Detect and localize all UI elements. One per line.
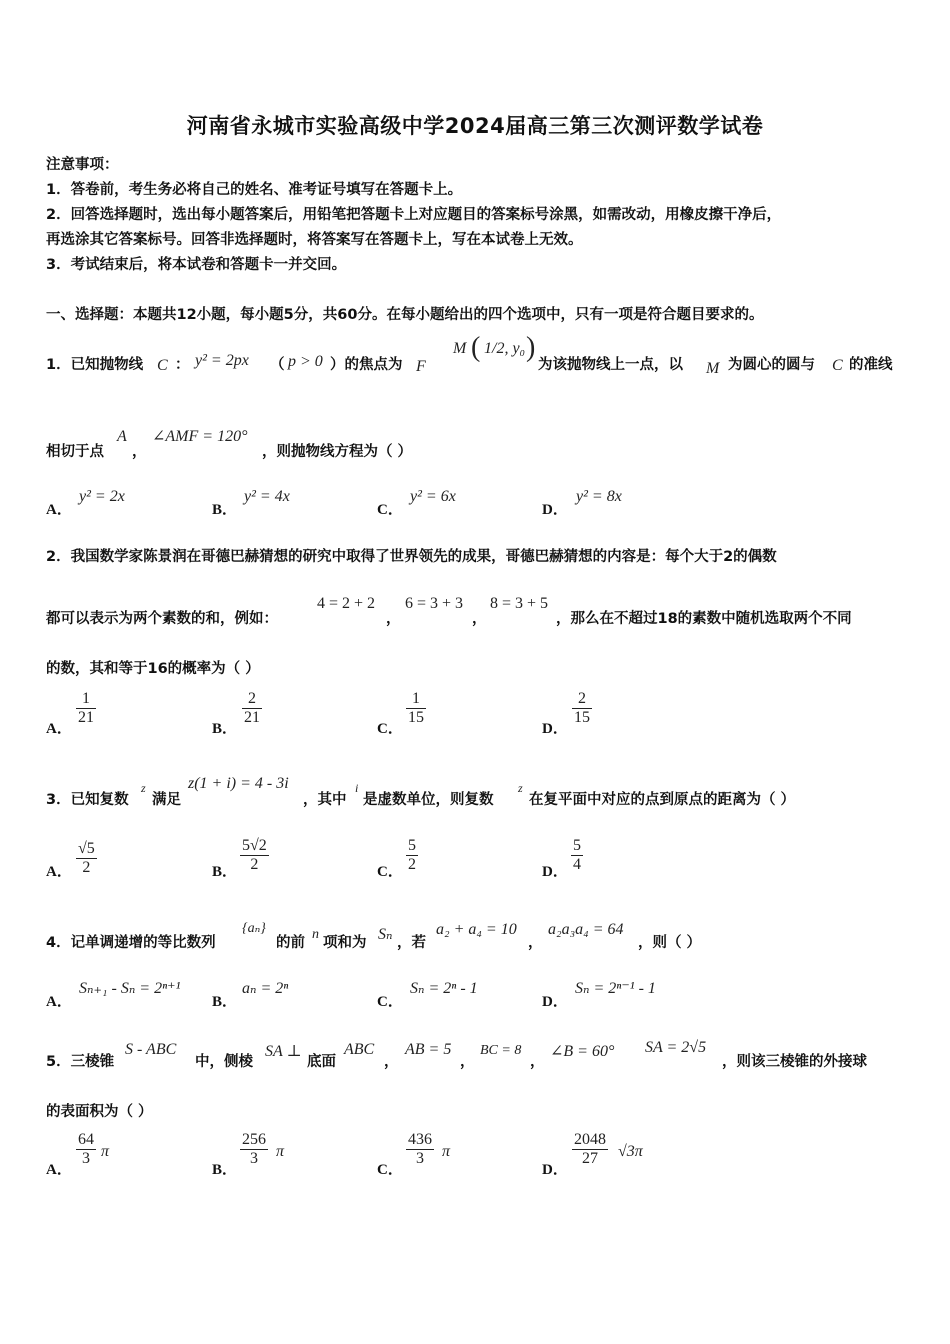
q3-option-c-den: 2: [408, 856, 416, 873]
q2-option-a[interactable]: [76, 690, 96, 727]
q5-option-d[interactable]: [572, 1131, 608, 1168]
q5-option-b-num: 256: [242, 1131, 266, 1148]
q5-option-c-num: 436: [408, 1131, 432, 1148]
q1-center-m: M: [706, 360, 720, 377]
q5-sa-length: SA = 2√5: [645, 1039, 707, 1056]
q5-option-a-label[interactable]: A．: [46, 1162, 72, 1178]
q2-option-b-num: 2: [248, 690, 256, 707]
q3-i: i: [355, 781, 359, 795]
q5-bc: BC = 8: [480, 1043, 522, 1058]
notice-item-1: 1．答卷前，考生务必将自己的姓名、准考证号填写在答题卡上。: [46, 182, 463, 198]
q1-option-d-label[interactable]: D．: [542, 502, 568, 518]
q4-option-d-label[interactable]: D．: [542, 994, 568, 1010]
q3-equation: z(1 + i) = 4 - 3i: [188, 775, 289, 792]
q2-option-d[interactable]: [572, 690, 592, 727]
q4-condition-2: a₂a₃a₄ = 64: [548, 921, 624, 938]
q1-point-m: M: [453, 340, 467, 357]
q3-z-2: z: [518, 781, 523, 795]
q3-text-4: 是虚数单位，则复数: [363, 792, 494, 808]
q3-option-a[interactable]: [76, 840, 97, 877]
q4-option-d[interactable]: Sₙ = 2ⁿ⁻¹ - 1: [575, 980, 656, 997]
q4-text-5: ，: [528, 935, 543, 951]
q5-option-d-den: 27: [572, 1149, 608, 1168]
q1-paren-left: (: [471, 332, 481, 363]
q3-option-b-den: 2: [240, 855, 269, 874]
q1-m-coord: 1/2, y₀: [484, 340, 526, 357]
q5-option-a-den: 3: [76, 1149, 96, 1168]
q2-option-c-label[interactable]: C．: [377, 721, 403, 737]
q2-option-a-label[interactable]: A．: [46, 721, 72, 737]
q5-text-1: 5．三棱锥: [46, 1054, 115, 1070]
q3-option-c[interactable]: [406, 837, 418, 874]
q4-option-b[interactable]: aₙ = 2ⁿ: [242, 980, 289, 997]
q2-option-c[interactable]: [406, 690, 426, 727]
q2-example-3: 8 = 3 + 5: [490, 595, 549, 612]
q2-option-a-den: 21: [78, 709, 94, 726]
q5-text-7-real: ，则该三棱锥的外接球: [722, 1054, 867, 1070]
q2-text-5: ，那么在不超过18的素数中随机选取两个不同: [556, 611, 852, 627]
q5-option-c-tail: π: [442, 1143, 451, 1160]
q1-point-a: A: [117, 428, 127, 445]
q3-text-1: 3．已知复数: [46, 792, 129, 808]
q1-text-2: ：: [175, 357, 190, 373]
q2-option-b-den: 21: [244, 709, 260, 726]
q5-pyramid: S - ABC: [125, 1041, 177, 1058]
q5-base: ABC: [344, 1041, 375, 1058]
q5-text-6: ，: [530, 1054, 545, 1070]
q1-option-d[interactable]: y² = 8x: [576, 488, 622, 505]
q5-option-d-tail: √3π: [618, 1143, 643, 1160]
q1-text-1: 1．已知抛物线: [46, 357, 144, 373]
q5-option-a-tail: π: [101, 1143, 110, 1160]
q3-text-3: ，其中: [303, 792, 347, 808]
q1-text-3: （: [270, 357, 285, 373]
q2-text-3: ，: [386, 611, 401, 627]
q4-condition-1: a₂ + a₄ = 10: [436, 921, 517, 938]
q3-option-a-num: √5: [78, 840, 95, 857]
q1-text-10: ，则抛物线方程为（ ）: [262, 444, 413, 460]
q4-text-2: 的前: [276, 935, 305, 951]
q1-focus-f: F: [416, 358, 426, 375]
q2-option-a-num: 1: [82, 690, 90, 707]
page-title: 河南省永城市实验高级中学2024届高三第三次测评数学试卷: [186, 114, 764, 138]
q5-edge-sa: SA ⊥: [265, 1043, 302, 1060]
q5-text-4: ，: [384, 1054, 399, 1070]
q4-text-1: 4．记单调递增的等比数列: [46, 935, 216, 951]
q3-option-c-label[interactable]: C．: [377, 864, 403, 880]
q4-option-c[interactable]: Sₙ = 2ⁿ - 1: [410, 980, 478, 997]
q2-text-4: ，: [472, 611, 487, 627]
q1-text-4: ）的焦点为: [330, 357, 403, 373]
q2-example-1: 4 = 2 + 2: [317, 595, 376, 612]
q1-parabola-eq: y² = 2px: [195, 352, 249, 369]
q4-option-c-label[interactable]: C．: [377, 994, 403, 1010]
q3-option-b[interactable]: [240, 837, 269, 874]
q2-option-c-num: 1: [412, 690, 420, 707]
q5-option-a-num: 64: [78, 1131, 94, 1148]
q1-option-a[interactable]: y² = 2x: [79, 488, 125, 505]
q4-option-a[interactable]: Sₙ₊₁ - Sₙ = 2ⁿ⁺¹: [79, 980, 181, 997]
q5-option-d-label[interactable]: D．: [542, 1162, 568, 1178]
q1-text-9: ，: [132, 444, 147, 460]
q3-option-d[interactable]: [571, 837, 583, 874]
q5-option-b-tail: π: [276, 1143, 285, 1160]
q3-option-a-den: 2: [76, 858, 97, 877]
q5-option-c-den: 3: [406, 1149, 434, 1168]
q1-option-c[interactable]: y² = 6x: [410, 488, 456, 505]
q5-text-3: 底面: [307, 1054, 336, 1070]
q2-option-d-den: 15: [574, 709, 590, 726]
q2-option-b-label[interactable]: B．: [212, 721, 238, 737]
q5-option-b-den: 3: [240, 1149, 268, 1168]
q1-text-5: 为该抛物线上一点，以: [538, 357, 683, 373]
q4-sequence: {aₙ}: [242, 921, 266, 936]
q5-angle-b: ∠B = 60°: [550, 1043, 615, 1060]
q1-curve-c-2: C: [832, 357, 843, 374]
q5-option-c-label[interactable]: C．: [377, 1162, 403, 1178]
q1-curve-c: C: [157, 357, 168, 374]
notice-item-2a: 2．回答选择题时，选出每小题答案后，用铅笔把答题卡上对应题目的答案标号涂黑，如需改动，用橡皮擦干净后，: [46, 207, 782, 223]
section-heading: 一、选择题：本题共12小题，每小题5分，共60分。在每小题给出的四个选项中，只有一项是符合题目要求的。: [46, 307, 764, 323]
q2-text-2: 都可以表示为两个素数的和，例如：: [46, 611, 278, 627]
q4-n: n: [312, 927, 319, 942]
notice-item-2b: 再选涂其它答案标号。回答非选择题时，将答案写在答题卡上，写在本试卷上无效。: [46, 232, 583, 248]
q1-text-6: 为圆心的圆与: [728, 357, 815, 373]
q2-option-d-num: 2: [578, 690, 586, 707]
q2-text-1: 2．我国数学家陈景润在哥德巴赫猜想的研究中取得了世界领先的成果，哥德巴赫猜想的内容是：每个大于2的偶数: [46, 549, 777, 565]
q3-z: z: [141, 781, 146, 795]
q4-sn: Sₙ: [378, 926, 393, 943]
q1-text-8: 相切于点: [46, 444, 104, 460]
notice-item-3: 3．考试结束后，将本试卷和答题卡一并交回。: [46, 257, 347, 273]
notice-heading: 注意事项：: [46, 157, 119, 173]
q5-option-a[interactable]: [76, 1131, 96, 1168]
q5-option-b[interactable]: [240, 1131, 268, 1168]
q4-option-a-label[interactable]: A．: [46, 994, 72, 1010]
q4-text-6: ，则（ ）: [638, 935, 702, 951]
q2-text-6: 的数，其和等于16的概率为（ ）: [46, 661, 260, 677]
q1-condition: p > 0: [288, 353, 323, 370]
q1-text-7: 的准线: [849, 357, 893, 373]
q5-option-b-label[interactable]: B．: [212, 1162, 238, 1178]
q1-paren-right: ): [526, 332, 536, 363]
q3-option-b-num: 5√2: [242, 837, 267, 854]
q3-option-d-label[interactable]: D．: [542, 864, 568, 880]
q2-option-b[interactable]: [242, 690, 262, 727]
q3-text-5: 在复平面中对应的点到原点的距离为（ ）: [529, 792, 796, 808]
q1-option-c-label[interactable]: C．: [377, 502, 403, 518]
q1-option-a-label[interactable]: A．: [46, 502, 72, 518]
q3-option-a-label[interactable]: A．: [46, 864, 72, 880]
q3-option-d-num: 5: [573, 837, 581, 854]
q4-text-3: 项和为: [323, 935, 367, 951]
q2-option-c-den: 15: [408, 709, 424, 726]
q3-text-2: 满足: [152, 792, 181, 808]
q2-option-d-label[interactable]: D．: [542, 721, 568, 737]
q5-option-c[interactable]: [406, 1131, 434, 1168]
q5-text-9: 的表面积为（ ）: [46, 1104, 153, 1120]
q1-option-b-label[interactable]: B．: [212, 502, 238, 518]
q3-option-c-num: 5: [408, 837, 416, 854]
q5-text-5: ，: [460, 1054, 475, 1070]
q3-option-d-den: 4: [573, 856, 581, 873]
q3-option-b-label[interactable]: B．: [212, 864, 238, 880]
q2-example-2: 6 = 3 + 3: [405, 595, 464, 612]
q4-option-b-label[interactable]: B．: [212, 994, 238, 1010]
q5-ab: AB = 5: [405, 1041, 452, 1058]
q1-angle: ∠AMF = 120°: [152, 428, 248, 445]
q5-text-2: 中，侧棱: [195, 1054, 253, 1070]
q5-option-d-num: 2048: [574, 1131, 606, 1148]
q1-option-b[interactable]: y² = 4x: [244, 488, 290, 505]
q4-text-4: ，若: [397, 935, 426, 951]
